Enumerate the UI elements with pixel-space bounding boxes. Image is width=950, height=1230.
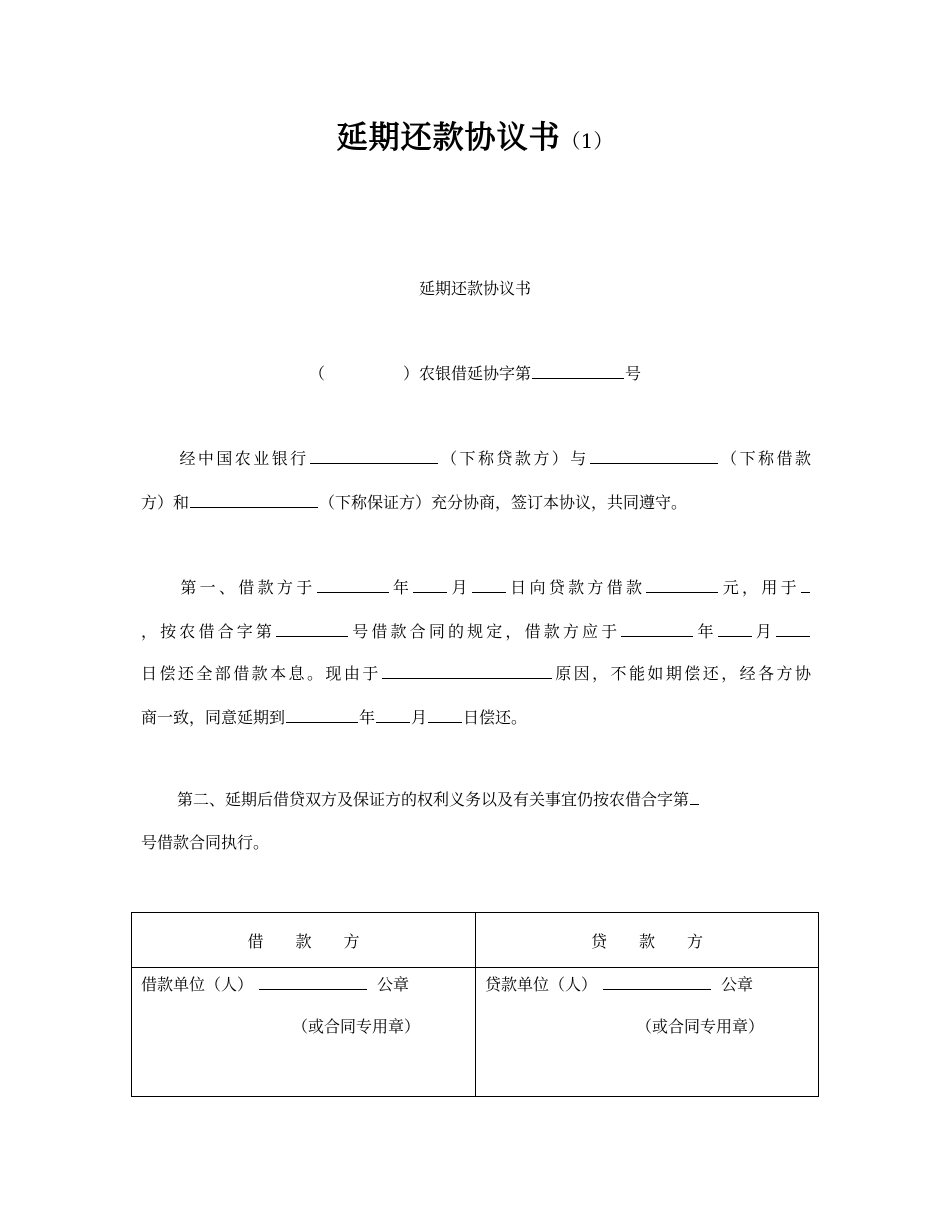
reference-number [0, 361, 950, 384]
ref-text: ）农银借延协字第 [402, 364, 531, 383]
a1-text-7: 原因，不能如期偿还，经各方协 [552, 664, 811, 683]
signature-body-row [132, 968, 819, 1097]
a1-text-9: 日偿还。 [463, 708, 528, 727]
preamble-line-1 [141, 446, 811, 469]
borrower-header-cell [132, 913, 476, 968]
lender-sign-cell [476, 968, 819, 1097]
lender-unit-blank[interactable] [603, 974, 711, 990]
loan-day-blank[interactable] [472, 577, 506, 593]
ref-suffix: 号 [625, 364, 642, 383]
a1-ext-month-label: 月 [411, 708, 428, 727]
a1-due-year-label: 年 [694, 622, 717, 641]
loan-amount-blank[interactable] [646, 577, 718, 593]
preamble-line-2 [141, 490, 687, 513]
a1-text-5: 号借款合同的规定，借款方应于 [349, 622, 621, 641]
lender-header: 贷款方 [590, 931, 735, 951]
a1-text-3: 元，用于 [719, 578, 800, 597]
borrower-seal-label: 公章 [377, 975, 410, 994]
ref-open-paren: （ [308, 364, 325, 383]
a2-contract-number-blank[interactable] [690, 789, 699, 805]
delay-reason-blank[interactable] [382, 663, 552, 679]
lender-unit-line [485, 972, 753, 995]
borrower-unit-blank[interactable] [259, 974, 367, 990]
lender-unit-label: 贷款单位（人） [485, 975, 598, 994]
extended-day-blank[interactable] [428, 707, 462, 723]
a1-due-month-label: 月 [752, 622, 775, 641]
a1-month-label: 月 [448, 578, 471, 597]
subtitle: 延期还款协议书 [418, 279, 531, 298]
borrower-unit-line [141, 972, 409, 995]
borrower-unit-label: 借款单位（人） [141, 975, 254, 994]
preamble-text-3: （下称借款 [718, 449, 811, 468]
article2-line-2 [141, 830, 269, 853]
borrower-sign-cell [132, 968, 476, 1097]
a1-ext-year-label: 年 [359, 708, 376, 727]
due-year-blank[interactable] [621, 621, 693, 637]
signature-table [131, 912, 819, 1097]
a1-text-8: 商一致，同意延期到 [141, 708, 286, 727]
due-month-blank[interactable] [718, 621, 752, 637]
preamble-text-5: （下称保证方）充分协商，签订本协议，共同遵守。 [319, 493, 688, 512]
ref-number-blank[interactable] [532, 363, 624, 379]
title-main: 延期还款协议书 [336, 120, 561, 156]
a1-text-2: 日向贷款方借款 [506, 578, 646, 597]
borrower-header: 借款方 [247, 931, 392, 951]
a2-text-1: 第二、延期后借贷双方及保证方的权利义务以及有关事宜仍按农借合字第 [177, 790, 690, 809]
lender-seal-label: 公章 [721, 975, 754, 994]
extended-year-blank[interactable] [286, 707, 358, 723]
preamble-text-4: 方）和 [141, 493, 190, 512]
article2-line-1 [141, 787, 700, 810]
due-day-blank[interactable] [776, 621, 810, 637]
loan-month-blank[interactable] [413, 577, 447, 593]
article1-line-3 [141, 661, 811, 684]
borrower-seal-note: （或合同专用章） [292, 1017, 421, 1036]
lender-bank-blank[interactable] [310, 448, 438, 464]
extended-month-blank[interactable] [376, 707, 410, 723]
a1-text-4: ，按农借合字第 [141, 622, 276, 641]
preamble-text-2: （下称贷款方）与 [438, 449, 589, 468]
borrower-name-blank[interactable] [590, 448, 718, 464]
loan-purpose-blank[interactable] [801, 577, 810, 593]
article1-line-2 [141, 619, 811, 642]
title-number: （1） [560, 129, 614, 153]
lender-header-cell [476, 913, 819, 968]
a1-year-label: 年 [389, 578, 413, 597]
preamble-text-1: 经中国农业银行 [177, 449, 309, 468]
contract-number-blank[interactable] [276, 621, 348, 637]
a2-text-2: 号借款合同执行。 [141, 833, 270, 852]
signature-header-row [132, 913, 819, 968]
article1-line-1 [141, 575, 811, 598]
a1-text-6: 日偿还全部借款本息。现由于 [141, 664, 381, 683]
document-title [0, 112, 950, 157]
a1-text-1: 第一、借款方于 [177, 578, 316, 597]
guarantor-name-blank[interactable] [190, 492, 318, 508]
loan-year-blank[interactable] [317, 577, 389, 593]
article1-line-4 [141, 705, 527, 728]
lender-seal-note: （或合同专用章） [636, 1017, 765, 1036]
